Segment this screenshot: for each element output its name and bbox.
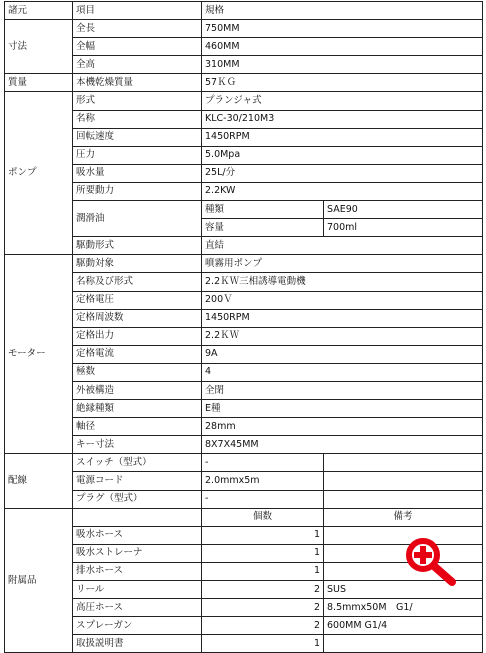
value-cell: 2.2ＫＷ bbox=[202, 327, 483, 345]
table-row bbox=[5, 92, 483, 110]
table-row bbox=[5, 617, 483, 635]
item-cell: 圧力 bbox=[73, 146, 202, 164]
item-cell: 吸水ストレーナ bbox=[73, 544, 202, 562]
zoom-in-button[interactable] bbox=[402, 536, 462, 588]
value-cell: 28mm bbox=[202, 418, 483, 436]
value-cell: 直結 bbox=[202, 237, 483, 255]
table-row bbox=[5, 454, 483, 472]
value-cell: 200Ｖ bbox=[202, 291, 483, 309]
category-dimensions: 寸法 bbox=[5, 20, 73, 74]
note-cell: SUS bbox=[324, 581, 483, 599]
item-cell: 定格電圧 bbox=[73, 291, 202, 309]
table-row bbox=[5, 291, 483, 309]
table-row bbox=[5, 38, 483, 56]
table-row bbox=[5, 309, 483, 327]
table-row bbox=[5, 273, 483, 291]
table-row bbox=[5, 508, 483, 526]
table-row bbox=[5, 20, 483, 38]
value-cell: 57ＫＧ bbox=[202, 74, 483, 92]
item-cell: 吸水量 bbox=[73, 164, 202, 182]
value-cell: 25L/分 bbox=[202, 164, 483, 182]
item-cell: 所要動力 bbox=[73, 182, 202, 200]
item-cell: 吸水ホース bbox=[73, 526, 202, 544]
value-cell: 1450RPM bbox=[202, 128, 483, 146]
table-row bbox=[5, 381, 483, 399]
item-cell: 定格出力 bbox=[73, 327, 202, 345]
item-cell: 回転速度 bbox=[73, 128, 202, 146]
value-cell: 1450RPM bbox=[202, 309, 483, 327]
table-row bbox=[5, 164, 483, 182]
item-cell: 駆動形式 bbox=[73, 237, 202, 255]
value-cell: プランジャ式 bbox=[202, 92, 483, 110]
item-cell: キー寸法 bbox=[73, 436, 202, 454]
note-cell: 600MM G1/4 bbox=[324, 617, 483, 635]
item-cell: 外被構造 bbox=[73, 381, 202, 399]
item-cell: リール bbox=[73, 581, 202, 599]
count-cell: 2 bbox=[202, 581, 324, 599]
category-pump: ポンプ bbox=[5, 92, 73, 255]
item-cell: スイッチ（型式） bbox=[73, 454, 202, 472]
value-cell: 2.0mmx5m bbox=[202, 472, 324, 490]
table-row bbox=[5, 635, 483, 653]
header-row bbox=[5, 2, 483, 20]
table-row bbox=[5, 128, 483, 146]
zoom-in-icon bbox=[402, 536, 462, 588]
item-cell: プラグ（型式） bbox=[73, 490, 202, 508]
note-cell: 8.5mmx50M G1/ bbox=[324, 599, 483, 617]
table-row bbox=[5, 146, 483, 164]
count-cell: 1 bbox=[202, 526, 324, 544]
value-cell: E種 bbox=[202, 400, 483, 418]
table-row bbox=[5, 237, 483, 255]
table-row bbox=[5, 255, 483, 273]
table-row bbox=[5, 201, 483, 219]
table-row bbox=[5, 74, 483, 92]
item-cell: 定格周波数 bbox=[73, 309, 202, 327]
value-cell: 噴霧用ポンプ bbox=[202, 255, 483, 273]
category-mass: 質量 bbox=[5, 74, 73, 92]
table-row bbox=[5, 400, 483, 418]
item-cell: 定格電流 bbox=[73, 345, 202, 363]
table-row bbox=[5, 472, 483, 490]
lubricant-capacity-label: 容量 bbox=[202, 219, 324, 237]
item-cell: 排水ホース bbox=[73, 562, 202, 580]
item-cell: スプレーガン bbox=[73, 617, 202, 635]
value-cell: 310MM bbox=[202, 56, 483, 74]
count-cell: 1 bbox=[202, 635, 324, 653]
table-row bbox=[5, 327, 483, 345]
table-row bbox=[5, 436, 483, 454]
item-cell: 高圧ホース bbox=[73, 599, 202, 617]
count-cell: 2 bbox=[202, 599, 324, 617]
item-cell-lubricant: 潤滑油 bbox=[73, 201, 202, 237]
table-row bbox=[5, 418, 483, 436]
item-cell: 名称及び形式 bbox=[73, 273, 202, 291]
item-cell: 電源コード bbox=[73, 472, 202, 490]
value-cell: 2.2KW bbox=[202, 182, 483, 200]
value-cell: 4 bbox=[202, 363, 483, 381]
empty-cell bbox=[324, 454, 483, 472]
item-cell: 全幅 bbox=[73, 38, 202, 56]
lubricant-type-label: 種類 bbox=[202, 201, 324, 219]
table-row bbox=[5, 110, 483, 128]
value-cell: 全閉 bbox=[202, 381, 483, 399]
note-cell bbox=[324, 635, 483, 653]
item-cell: 極数 bbox=[73, 363, 202, 381]
value-cell: 5.0Mpa bbox=[202, 146, 483, 164]
item-cell: 形式 bbox=[73, 92, 202, 110]
table-row bbox=[5, 182, 483, 200]
empty-cell bbox=[73, 508, 202, 526]
empty-cell bbox=[324, 490, 483, 508]
value-cell: 8X7X45MM bbox=[202, 436, 483, 454]
category-accessories: 附属品 bbox=[5, 508, 73, 653]
note-header: 備考 bbox=[324, 508, 483, 526]
item-cell: 本機乾燥質量 bbox=[73, 74, 202, 92]
count-header: 個数 bbox=[202, 508, 324, 526]
empty-cell bbox=[324, 472, 483, 490]
item-cell: 全高 bbox=[73, 56, 202, 74]
value-cell: 9A bbox=[202, 345, 483, 363]
lubricant-capacity-value: 700ml bbox=[324, 219, 483, 237]
value-cell: KLC-30/210M3 bbox=[202, 110, 483, 128]
category-wiring: 配線 bbox=[5, 454, 73, 508]
item-cell: 名称 bbox=[73, 110, 202, 128]
header-spec: 規格 bbox=[202, 2, 483, 20]
table-row bbox=[5, 599, 483, 617]
item-cell: 軸径 bbox=[73, 418, 202, 436]
table-row bbox=[5, 56, 483, 74]
count-cell: 1 bbox=[202, 544, 324, 562]
table-row bbox=[5, 490, 483, 508]
item-cell: 駆動対象 bbox=[73, 255, 202, 273]
count-cell: 2 bbox=[202, 617, 324, 635]
lubricant-type-value: SAE90 bbox=[324, 201, 483, 219]
header-category: 諸元 bbox=[5, 2, 73, 20]
value-cell: 460MM bbox=[202, 38, 483, 56]
table-row bbox=[5, 345, 483, 363]
category-motor: モーター bbox=[5, 255, 73, 454]
item-cell: 全長 bbox=[73, 20, 202, 38]
header-item: 項目 bbox=[73, 2, 202, 20]
value-cell: - bbox=[202, 454, 324, 472]
value-cell: 750MM bbox=[202, 20, 483, 38]
item-cell: 絶縁種類 bbox=[73, 400, 202, 418]
count-cell: 1 bbox=[202, 562, 324, 580]
table-row bbox=[5, 363, 483, 381]
value-cell: 2.2ＫＷ三相誘導電動機 bbox=[202, 273, 483, 291]
value-cell: - bbox=[202, 490, 324, 508]
item-cell: 取扱説明書 bbox=[73, 635, 202, 653]
